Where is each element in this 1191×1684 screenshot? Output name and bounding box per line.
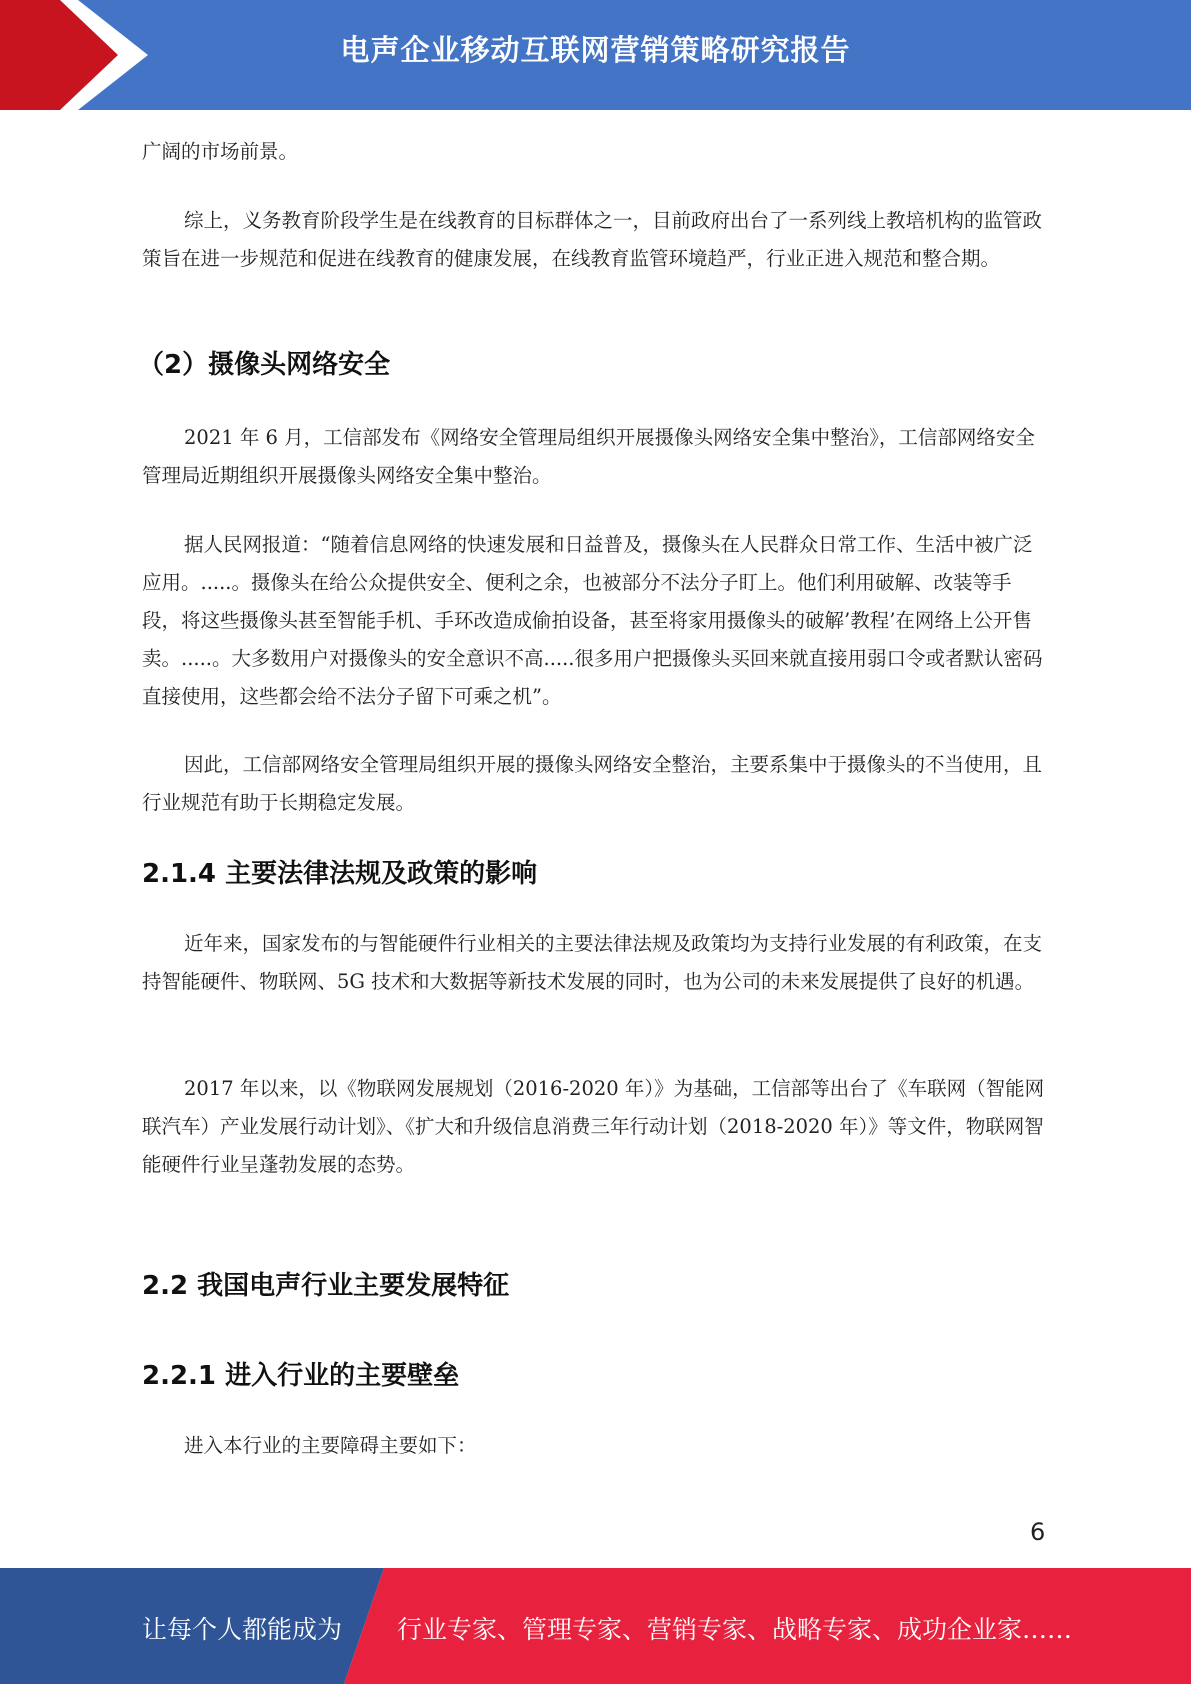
page-header: [0, 0, 1191, 110]
paragraph: 因此，工信部网络安全管理局组织开展的摄像头网络安全整治，主要系集中于摄像头的不当使用，且行业规范有助于长期稳定发展。: [142, 753, 1043, 814]
section-heading-2-1-4: 2.1.4 主要法律法规及政策的影响: [142, 859, 538, 889]
section-heading-camera-security: （2）摄像头网络安全: [138, 350, 391, 380]
section-heading-2-2: 2.2 我国电声行业主要发展特征: [142, 1271, 510, 1301]
paragraph: 广阔的市场前景。: [142, 140, 299, 163]
footer-slogan-left: 让每个人都能成为: [142, 1615, 343, 1644]
paragraph: 2021 年 6 月，工信部发布《网络安全管理局组织开展摄像头网络安全集中整治》，工信部网络安全管理局近期组织开展摄像头网络安全集中整治。: [142, 426, 1035, 487]
report-title: 电声企业移动互联网营销策略研究报告: [340, 33, 851, 67]
section-heading-2-2-1: 2.2.1 进入行业的主要壁垒: [142, 1361, 460, 1391]
paragraph: 2017 年以来，以《物联网发展规划（2016-2020 年）》为基础，工信部等出台了《车联网（智能网联汽车）产业发展行动计划》、《扩大和升级信息消费三年行动计划（2018-2020 年）》等文件，物联网智能硬件行业呈蓬勃发展的态势。: [142, 1077, 1045, 1176]
paragraph: 综上，义务教育阶段学生是在线教育的目标群体之一，目前政府出台了一系列线上教培机构的监管政策旨在进一步规范和促进在线教育的健康发展，在线教育监管环境趋严，行业正进入规范和整合期。: [142, 209, 1043, 270]
footer-slogan-right: 行业专家、管理专家、营销专家、战略专家、成功企业家……: [397, 1615, 1073, 1644]
paragraph: 进入本行业的主要障碍主要如下：: [184, 1434, 477, 1457]
paragraph: 近年来，国家发布的与智能硬件行业相关的主要法律法规及政策均为支持行业发展的有利政策，在支持智能硬件、物联网、5G 技术和大数据等新技术发展的同时，也为公司的未来发展提供了良好的机遇。: [142, 932, 1043, 993]
paragraph: 据人民网报道：“随着信息网络的快速发展和日益普及，摄像头在人民群众日常工作、生活中被广泛应用。.....。摄像头在给公众提供安全、便利之余，也被部分不法分子盯上。他们利用破解、改装等手段，将这些摄像头甚至智能手机、手环改造成偷拍设备，甚至将家用摄像头的破解’教程’在网络上公开售卖。.....。大多数用户对摄像头的安全意识不高.....很多用户把摄像头买回来就直接用弱口令或者默认密码直接使用，这些都会给不法分子留下可乘之机”。: [142, 533, 1043, 708]
page-footer: [0, 1568, 1191, 1684]
page-number: 6: [1030, 1518, 1046, 1546]
